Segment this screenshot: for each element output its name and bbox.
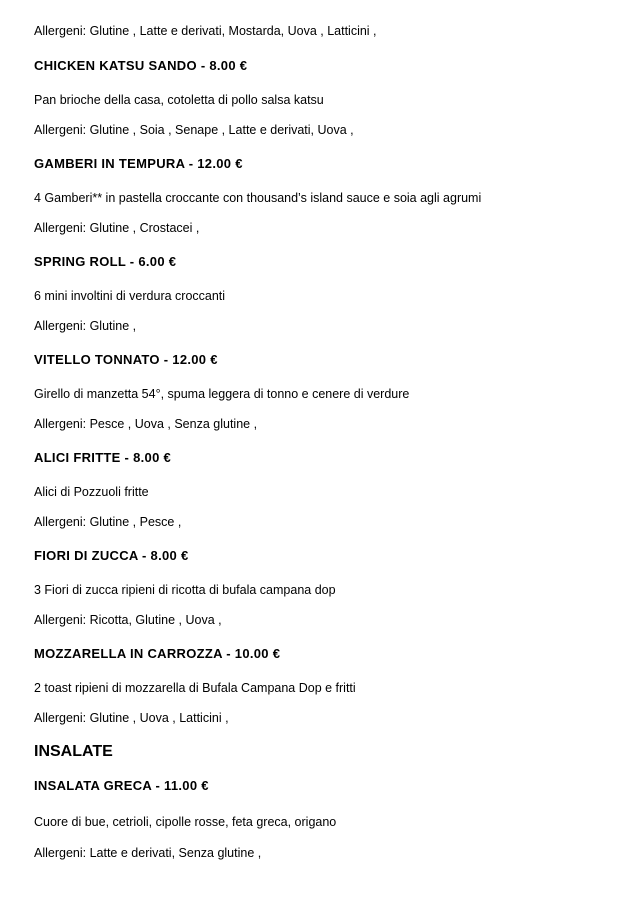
allergens-text: Allergeni: Ricotta, Glutine , Uova ,	[34, 613, 222, 627]
allergens-text: Allergeni: Glutine , Soia , Senape , Latte e derivati, Uova ,	[34, 123, 354, 137]
dish-title: ALICI FRITTE - 8.00 €	[34, 450, 172, 465]
allergens-text: Allergeni: Pesce , Uova , Senza glutine ,	[34, 417, 258, 431]
dish-description: Cuore di bue, cetrioli, cipolle rosse, feta greca, origano	[34, 815, 337, 829]
section-heading: INSALATE	[34, 743, 113, 760]
dish-title: CHICKEN KATSU SANDO - 8.00 €	[34, 58, 248, 73]
dish-title: VITELLO TONNATO - 12.00 €	[34, 352, 218, 367]
allergens-text: Allergeni: Glutine , Latte e derivati, Mostarda, Uova , Latticini ,	[34, 24, 377, 38]
dish-description: 6 mini involtini di verdura croccanti	[34, 289, 226, 303]
dish-description: Pan brioche della casa, cotoletta di pollo salsa katsu	[34, 93, 324, 107]
dish-description: 3 Fiori di zucca ripieni di ricotta di bufala campana dop	[34, 583, 336, 597]
allergens-text: Allergeni: Latte e derivati, Senza glutine ,	[34, 846, 262, 860]
allergens-text: Allergeni: Glutine , Pesce ,	[34, 515, 182, 529]
allergens-text: Allergeni: Glutine ,	[34, 319, 137, 333]
dish-description: 2 toast ripieni di mozzarella di Bufala Campana Dop e fritti	[34, 681, 356, 695]
allergens-text: Allergeni: Glutine , Uova , Latticini ,	[34, 711, 229, 725]
dish-title: FIORI DI ZUCCA - 8.00 €	[34, 548, 189, 563]
dish-description: 4 Gamberi** in pastella croccante con thousand’s island sauce e soia agli agrumi	[34, 191, 482, 205]
dish-title: SPRING ROLL - 6.00 €	[34, 254, 177, 269]
dish-title: INSALATA GRECA - 11.00 €	[34, 778, 209, 793]
dish-title: GAMBERI IN TEMPURA - 12.00 €	[34, 156, 243, 171]
dish-description: Alici di Pozzuoli fritte	[34, 485, 149, 499]
dish-title: MOZZARELLA IN CARROZZA - 10.00 €	[34, 646, 281, 661]
allergens-text: Allergeni: Glutine , Crostacei ,	[34, 221, 200, 235]
dish-description: Girello di manzetta 54°, spuma leggera di tonno e cenere di verdure	[34, 387, 410, 401]
